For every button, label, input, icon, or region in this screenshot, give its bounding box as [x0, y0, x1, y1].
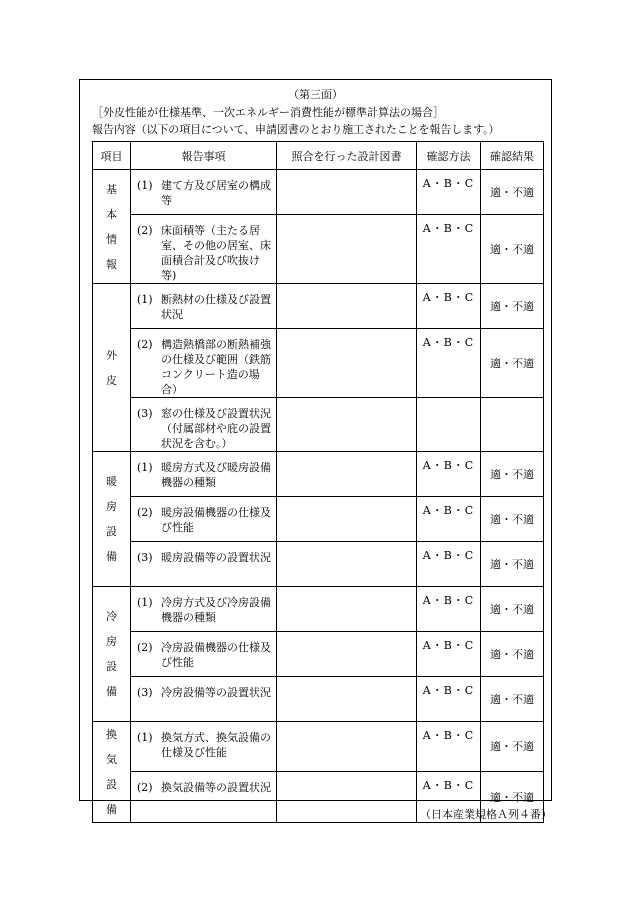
category-char: 本: [106, 207, 117, 221]
report-item: [131, 497, 276, 535]
report-item: [131, 632, 276, 670]
item-text: 構造熱橋部の断熱補強の仕様及び範囲（鉄筋コンクリート造の場合）: [161, 338, 271, 396]
item-number: (1): [137, 731, 153, 744]
method-options[interactable]: A・B・C: [422, 549, 475, 562]
header-items: 報告事項: [131, 142, 277, 170]
method-cell[interactable]: [417, 215, 481, 284]
table-row: [93, 170, 544, 215]
category-char: 暖: [106, 475, 117, 488]
header-drawings: 照合を行った設計図書: [277, 142, 417, 170]
report-item: [131, 772, 276, 795]
report-item: [131, 542, 276, 565]
item-text: 床面積等（主たる居室、その他の居室、床面積合計及び吹抜け等): [161, 224, 271, 282]
drawings-cell[interactable]: [277, 170, 417, 215]
method-options[interactable]: A・B・C: [422, 594, 475, 607]
report-item-cell: [131, 284, 277, 329]
drawings-cell[interactable]: [277, 632, 417, 677]
header-result: 確認結果: [481, 142, 544, 170]
table-row: [93, 632, 544, 677]
report-item-cell: [131, 329, 277, 398]
category-char: 気: [106, 753, 117, 766]
category-char: 皮: [106, 373, 117, 387]
method-cell[interactable]: [417, 497, 481, 542]
item-number: (3): [137, 407, 153, 420]
drawings-cell[interactable]: [277, 497, 417, 542]
result-cell[interactable]: [481, 722, 544, 772]
table-header-row: [93, 142, 544, 170]
item-text: 断熱材の仕様及び設置状況: [161, 293, 271, 321]
report-item: [131, 677, 276, 700]
method-options[interactable]: A・B・C: [422, 459, 475, 472]
table-row: [93, 542, 544, 587]
item-text: 冷房設備機器の仕様及び性能: [161, 641, 271, 669]
method-options[interactable]: A・B・C: [422, 177, 475, 190]
method-cell[interactable]: [417, 587, 481, 632]
drawings-cell[interactable]: [277, 587, 417, 632]
category-char: 備: [106, 685, 117, 698]
method-options[interactable]: A・B・C: [422, 684, 475, 697]
report-item-cell: [131, 771, 277, 822]
result-options[interactable]: 適・不適: [490, 603, 534, 616]
drawings-cell[interactable]: [277, 284, 417, 329]
table-row: [93, 677, 544, 722]
result-cell[interactable]: [481, 497, 544, 542]
item-text: 換気設備等の設置状況: [161, 780, 271, 794]
method-cell[interactable]: [417, 677, 481, 722]
item-text: 冷房方式及び冷房設備機器の種類: [161, 596, 271, 624]
result-options[interactable]: 適・不適: [490, 186, 534, 199]
result-options[interactable]: 適・不適: [490, 648, 534, 661]
result-options[interactable]: 適・不適: [490, 243, 534, 256]
table-row: [93, 398, 544, 452]
item-number: (1): [137, 179, 153, 192]
category-label: [93, 452, 131, 587]
result-cell[interactable]: [481, 329, 544, 398]
report-item: [131, 452, 276, 490]
drawings-cell[interactable]: [277, 677, 417, 722]
category-char: 設: [106, 660, 117, 673]
drawings-cell[interactable]: [277, 329, 417, 398]
drawings-cell[interactable]: [277, 722, 417, 772]
result-cell[interactable]: [481, 215, 544, 284]
item-number: (2): [137, 338, 153, 351]
category-char: 房: [106, 500, 117, 513]
result-options[interactable]: 適・不適: [490, 740, 534, 754]
report-item-cell: [131, 452, 277, 497]
item-text: 窓の仕様及び設置状況（付属部材や庇の設置状況を含む。）: [161, 407, 271, 450]
table-row: [93, 722, 544, 772]
category-char: 房: [106, 635, 117, 648]
category-char: 設: [106, 778, 117, 791]
form-title: （第三面）: [288, 88, 343, 101]
table-row: [93, 284, 544, 329]
method-cell[interactable]: [417, 329, 481, 398]
result-options[interactable]: 適・不適: [490, 300, 534, 313]
category-char: 換: [106, 728, 117, 741]
result-cell[interactable]: [481, 284, 544, 329]
drawings-cell[interactable]: [277, 215, 417, 284]
drawings-cell[interactable]: [277, 452, 417, 497]
result-cell[interactable]: [481, 587, 544, 632]
method-options[interactable]: A・B・C: [422, 222, 475, 235]
item-text: 暖房設備等の設置状況: [161, 551, 271, 564]
item-number: (2): [137, 506, 153, 519]
method-cell[interactable]: [417, 170, 481, 215]
report-item-cell: [131, 632, 277, 677]
item-text: 冷房設備等の設置状況: [161, 686, 271, 699]
item-text: 建て方及び居室の構成等: [161, 179, 271, 207]
method-options[interactable]: A・B・C: [422, 778, 475, 792]
report-item-cell: [131, 497, 277, 542]
result-cell[interactable]: [481, 542, 544, 587]
category-char: 設: [106, 525, 117, 538]
table-row: [93, 497, 544, 542]
result-options[interactable]: 適・不適: [490, 693, 534, 706]
report-item: [131, 587, 276, 625]
category-char: 報: [106, 257, 117, 271]
method-options[interactable]: A・B・C: [422, 729, 475, 742]
result-cell[interactable]: [481, 632, 544, 677]
result-options[interactable]: 適・不適: [490, 513, 534, 526]
report-item: [131, 170, 276, 208]
report-item-cell: [131, 215, 277, 284]
report-table-body: [93, 170, 544, 823]
category-char: 備: [106, 803, 117, 816]
result-options[interactable]: 適・不適: [490, 558, 534, 571]
item-number: (2): [137, 224, 153, 237]
report-item-cell: [131, 722, 277, 772]
report-table: [92, 141, 544, 823]
result-options[interactable]: 適・不適: [490, 790, 534, 804]
result-options[interactable]: 適・不適: [490, 357, 534, 370]
drawings-cell[interactable]: [277, 771, 417, 822]
method-options[interactable]: A・B・C: [422, 336, 475, 349]
method-cell[interactable]: [417, 632, 481, 677]
header-category: 項目: [93, 142, 131, 170]
report-instruction: 報告内容（以下の項目について、申請図書のとおり施工されたことを報告します。）: [92, 123, 500, 136]
method-cell[interactable]: [417, 284, 481, 329]
table-row: [93, 452, 544, 497]
report-item: [131, 215, 276, 283]
item-number: (1): [137, 596, 153, 609]
method-cell[interactable]: [417, 542, 481, 587]
report-item: [131, 329, 276, 397]
method-options[interactable]: A・B・C: [422, 291, 475, 304]
report-item: [131, 398, 276, 451]
drawings-cell[interactable]: [277, 398, 417, 452]
result-cell[interactable]: [481, 452, 544, 497]
category-label: [93, 170, 131, 284]
category-char: 情: [106, 232, 117, 246]
category-char: 備: [106, 550, 117, 563]
item-text: 暖房方式及び暖房設備機器の種類: [161, 461, 271, 489]
result-options[interactable]: 適・不適: [490, 468, 534, 481]
method-cell: [417, 398, 481, 452]
result-cell: [481, 398, 544, 452]
category-label: [93, 284, 131, 452]
report-item-cell: [131, 170, 277, 215]
report-item: [131, 722, 276, 760]
table-row: [93, 587, 544, 632]
category-label: [93, 587, 131, 722]
table-row: [93, 215, 544, 284]
report-item-cell: [131, 542, 277, 587]
result-cell[interactable]: [481, 677, 544, 722]
item-number: (1): [137, 293, 153, 306]
table-row: [93, 329, 544, 398]
method-cell[interactable]: [417, 452, 481, 497]
item-number: (2): [137, 780, 153, 794]
drawings-cell[interactable]: [277, 542, 417, 587]
method-options[interactable]: A・B・C: [422, 504, 475, 517]
form-subtitle: ［外皮性能が仕様基準、一次エネルギー消費性能が標準計算法の場合］: [92, 106, 444, 119]
paper-size-note: （日本産業規格Ａ列４番）: [420, 808, 552, 821]
item-number: (3): [137, 686, 153, 699]
report-item-cell: [131, 677, 277, 722]
result-cell[interactable]: [481, 170, 544, 215]
category-label: [93, 722, 131, 823]
report-item: [131, 284, 276, 322]
report-item-cell: [131, 398, 277, 452]
method-cell[interactable]: [417, 722, 481, 772]
report-item-cell: [131, 587, 277, 632]
item-number: (2): [137, 641, 153, 654]
item-number: (1): [137, 461, 153, 474]
category-char: 基: [106, 182, 117, 196]
category-char: 冷: [106, 610, 117, 623]
item-text: 換気方式、換気設備の仕様及び性能: [161, 731, 271, 759]
item-number: (3): [137, 551, 153, 564]
category-char: 外: [106, 348, 117, 362]
method-options[interactable]: A・B・C: [422, 639, 475, 652]
header-method: 確認方法: [417, 142, 481, 170]
item-text: 暖房設備機器の仕様及び性能: [161, 506, 271, 534]
